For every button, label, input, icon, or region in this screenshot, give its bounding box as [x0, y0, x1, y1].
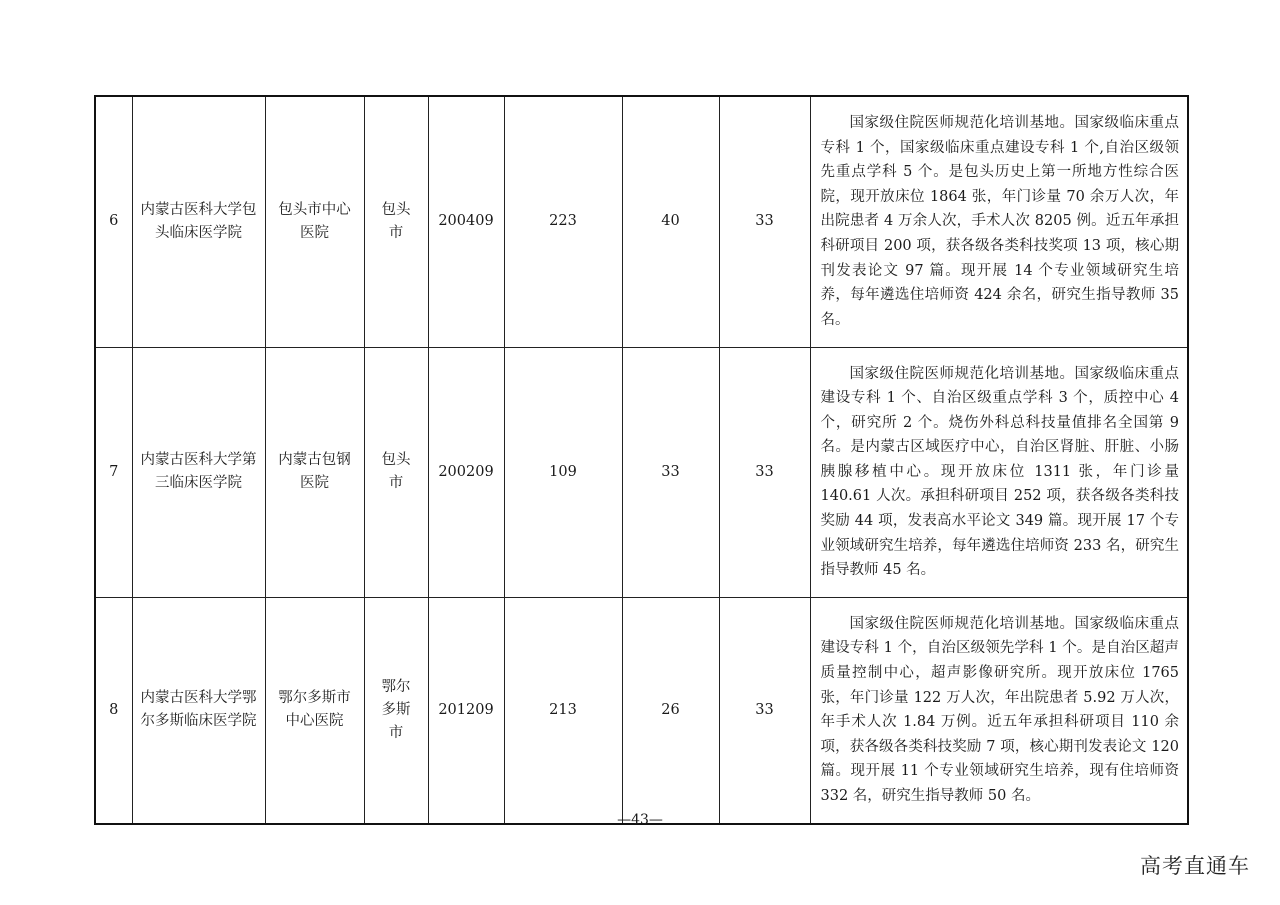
value-2: 40 [622, 96, 719, 347]
college-name: 内蒙古医科大学第三临床医学院 [132, 347, 265, 597]
table-row [95, 597, 1188, 823]
row-index: 6 [95, 96, 132, 347]
city-name: 包头市 [364, 96, 428, 347]
unit-code: 201209 [428, 597, 504, 823]
row-index: 8 [95, 597, 132, 823]
value-2: 26 [622, 597, 719, 823]
table-row [95, 347, 1188, 597]
city-name: 鄂尔多斯市 [364, 597, 428, 823]
value-1: 109 [504, 347, 622, 597]
description-text: 国家级住院医师规范化培训基地。国家级临床重点建设专科 1 个、自治区级重点学科 3 个，质控中心 4 个，研究所 2 个。烧伤外科总科技量值排名全国第 9 名。是内蒙古区域医疗中心，自治区肾脏、肝脏、小肠胰腺移植中心。现开放床位 1311 张，年门诊量 140.61 人次。承担科研项目 252 项，获各级各类科技奖励 44 项，发表高水平论文 349 篇。现开展 17 个专业领域研究生培养，每年遴选住培师资 233 名，研究生指导教师 45 名。 [820, 365, 1179, 579]
row-index: 7 [95, 347, 132, 597]
value-1: 213 [504, 597, 622, 823]
unit-code: 200209 [428, 347, 504, 597]
hospital-name: 鄂尔多斯市中心医院 [265, 597, 364, 823]
page-number: —43— [617, 812, 663, 828]
description [810, 347, 1188, 597]
city-name: 包头市 [364, 347, 428, 597]
value-3: 33 [719, 96, 810, 347]
unit-code: 200409 [428, 96, 504, 347]
hospital-name: 包头市中心医院 [265, 96, 364, 347]
value-3: 33 [719, 597, 810, 823]
value-2: 33 [622, 347, 719, 597]
institution-table [94, 95, 1189, 825]
description [810, 96, 1188, 347]
hospital-name: 内蒙古包钢医院 [265, 347, 364, 597]
description-text: 国家级住院医师规范化培训基地。国家级临床重点专科 1 个，国家级临床重点建设专科 1 个,自治区级领先重点学科 5 个。是包头历史上第一所地方性综合医院，现开放床位 1864 张，年门诊量 70 余万人次，年出院患者 4 万余人次，手术人次 8205 例。近五年承担科研项目 200 项，获各级各类科技奖项 13 项，核心期刊发表论文 97 篇。现开展 14 个专业领域研究生培养，每年遴选住培师资 424 余名，研究生指导教师 35 名。 [820, 115, 1179, 328]
watermark: 高考直通车 [1140, 854, 1250, 878]
table-row [95, 96, 1188, 347]
college-name: 内蒙古医科大学包头临床医学院 [132, 96, 265, 347]
description-text: 国家级住院医师规范化培训基地。国家级临床重点建设专科 1 个，自治区级领先学科 1 个。是自治区超声质量控制中心，超声影像研究所。现开放床位 1765 张，年门诊量 122 万人次，年出院患者 5.92 万人次，年手术人次 1.84 万例。近五年承担科研项目 110 余项，获各级各类科技奖励 7 项，核心期刊发表论文 120 篇。现开展 11 个专业领域研究生培养，现有住培师资 332 名，研究生指导教师 50 名。 [820, 615, 1179, 804]
value-3: 33 [719, 347, 810, 597]
value-1: 223 [504, 96, 622, 347]
college-name: 内蒙古医科大学鄂尔多斯临床医学院 [132, 597, 265, 823]
description [810, 597, 1188, 823]
